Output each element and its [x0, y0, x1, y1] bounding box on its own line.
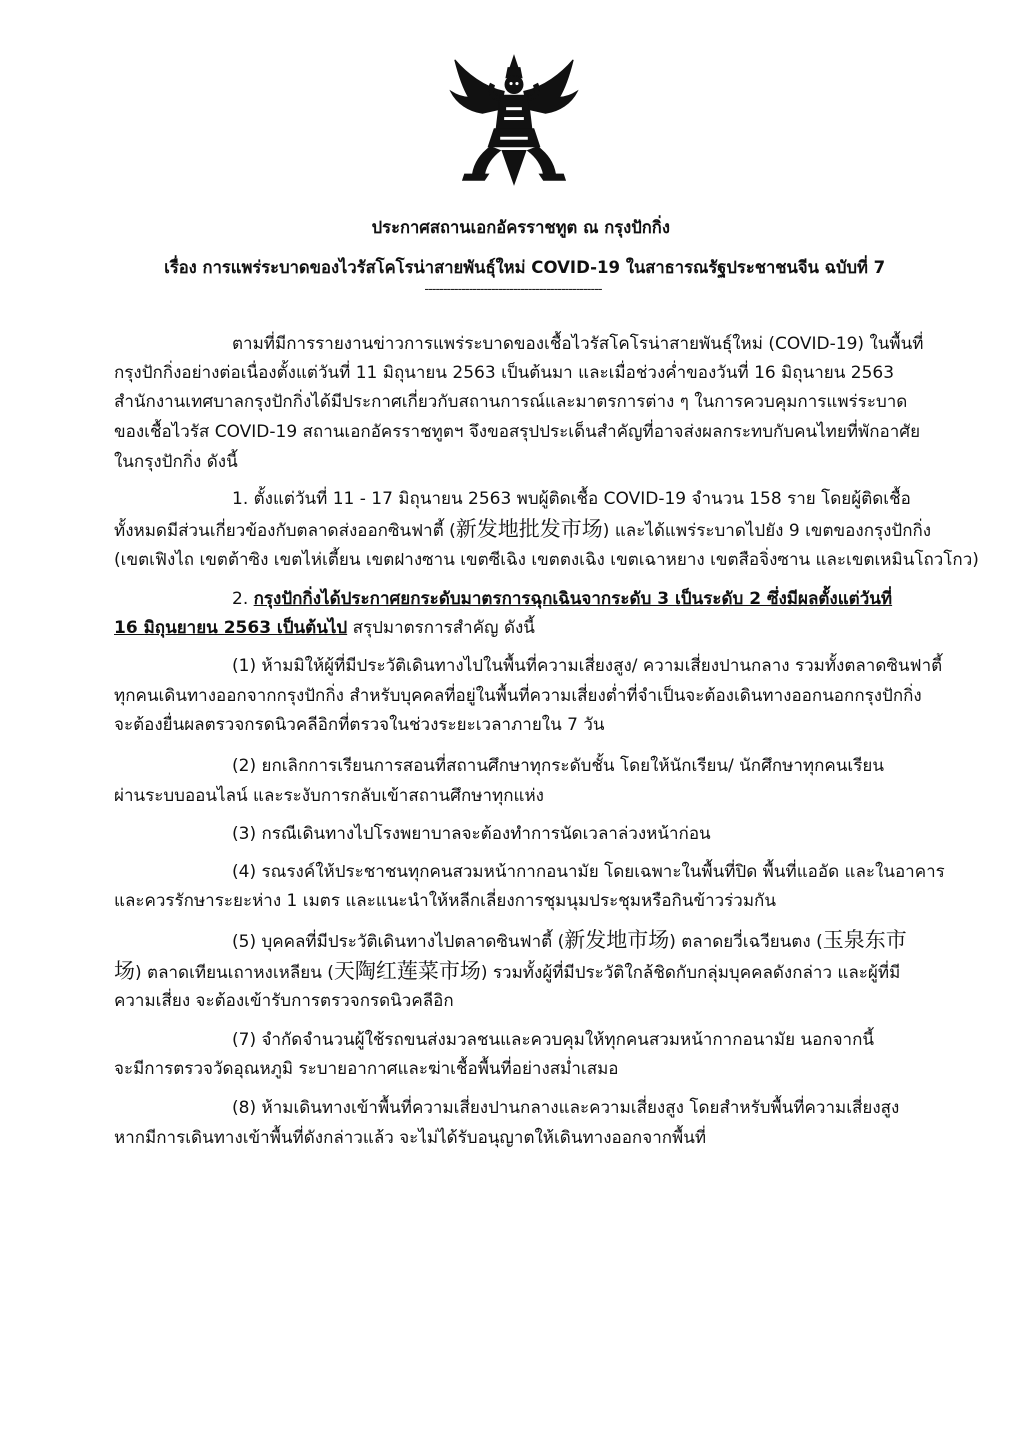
- point1-line2-post: ) และได้แพร่ระบาดไปยัง 9 เขตของกรุงปักกิ่ง: [602, 521, 932, 541]
- yuquandong-market-chinese-part2: 场: [114, 959, 135, 983]
- point2-headline: กรุงปักกิ่งได้ประกาศยกระดับมาตรการฉุกเฉินจากระดับ 3 เป็นระดับ 2 ซึ่งมีผลตั้งแต่วันที่: [253, 589, 893, 609]
- point2-date: 16 มิถุนยายน 2563 เป็นต้นไป: [114, 618, 348, 638]
- announcement-subject: เรื่อง การแพร่ระบาดของไวรัสโคโรน่าสายพันธุ์ใหม่ COVID-19 ในสาธารณรัฐประชาชนจีน ฉบับที่ 7: [164, 258, 886, 278]
- point1-line-2: [114, 518, 931, 542]
- item8-line-1: (8) ห้ามเดินทางเข้าพื้นที่ความเสี่ยงปานกลางและความเสี่ยงสูง โดยสำหรับพื้นที่ความเสี่ยงสูง: [232, 1098, 900, 1118]
- announcement-title: ประกาศสถานเอกอัครราชทูต ณ กรุงปักกิ่ง: [371, 218, 670, 238]
- point2-line-1: [232, 588, 892, 610]
- point2-number: 2.: [232, 589, 254, 609]
- item1-line-3: จะต้องยื่นผลตรวจกรดนิวคลีอิกที่ตรวจในช่วงระยะเวลาภายใน 7 วัน: [114, 715, 605, 735]
- item1-line-2: ทุกคนเดินทางออกจากกรุงปักกิ่ง สำหรับบุคคลที่อยู่ในพื้นที่ความเสี่ยงต่ำที่จำเป็นจะต้องเดินทางออกนอกกรุงปักกิ่ง: [114, 686, 922, 706]
- item3-line-1: (3) กรณีเดินทางไปโรงพยาบาลจะต้องทำการนัดเวลาล่วงหน้าก่อน: [232, 824, 711, 844]
- divider: ------------------------------------------------: [424, 282, 602, 297]
- item2-line-2: ผ่านระบบออนไลน์ และระงับการกลับเข้าสถานศึกษาทุกแห่ง: [114, 786, 544, 806]
- item4-line-2: และควรรักษาระยะห่าง 1 เมตร และแนะนำให้หลีกเลี่ยงการชุมนุมประชุมหรือกินข้าวร่วมกัน: [114, 891, 776, 911]
- point2-line-2: [114, 617, 535, 639]
- intro-line-4: ของเชื้อไวรัส COVID-19 สถานเอกอัครราชทูตฯ จึงขอสรุปประเด็นสำคัญที่อาจส่งผลกระทบกับคนไทยที่พักอาศัย: [114, 422, 921, 442]
- intro-line-5: ในกรุงปักกิ่ง ดังนี้: [114, 452, 238, 472]
- item5-text-a: (5) บุคคลที่มีประวัติเดินทางไปตลาดซินฟาตี้ (: [232, 932, 565, 952]
- point2-summary: สรุปมาตรการสำคัญ ดังนี้: [347, 618, 535, 638]
- xinfadi-market-chinese: 新发地市场: [564, 928, 670, 952]
- intro-line-1: ตามที่มีการรายงานข่าวการแพร่ระบาดของเชื้อไวรัสโคโรน่าสายพันธุ์ใหม่ (COVID-19) ในพื้นที่: [232, 334, 924, 354]
- intro-line-2: กรุงปักกิ่งอย่างต่อเนื่องตั้งแต่วันที่ 11 มิถุนายน 2563 เป็นต้นมา และเมื่อช่วงค่ำของวันที่ 16 มิถุนายน 2563: [114, 363, 895, 383]
- item5-text-d: ) รวมทั้งผู้ที่มีประวัติใกล้ชิดกับกลุ่มบุคคลดังกล่าว และผู้ที่มี: [480, 963, 901, 983]
- item5-text-c: ) ตลาดเทียนเถาหงเหลียน (: [135, 963, 334, 983]
- point1-line2-pre: ทั้งหมดมีส่วนเกี่ยวข้องกับตลาดส่งออกซินฟาตี้ (: [114, 521, 456, 541]
- intro-line-3: สำนักงานเทศบาลกรุงปักกิ่งได้มีประกาศเกี่ยวกับสถานการณ์และมาตรการต่าง ๆ ในการควบคุมการแพร่ระบาด: [114, 392, 908, 412]
- item7-line-1: (7) จำกัดจำนวนผู้ใช้รถขนส่งมวลชนและควบคุมให้ทุกคนสวมหน้ากากอนามัย นอกจากนี้: [232, 1030, 875, 1050]
- item5-line-2: [114, 960, 900, 984]
- yuquandong-market-chinese-part1: 玉泉东市: [822, 928, 907, 952]
- market-name-chinese: 新发地批发市场: [455, 517, 603, 541]
- tiantao-market-chinese: 天陶红莲菜市场: [333, 959, 481, 983]
- item2-line-1: (2) ยกเลิกการเรียนการสอนที่สถานศึกษาทุกระดับชั้น โดยให้นักเรียน/ นักศึกษาทุกคนเรียน: [232, 756, 884, 776]
- point1-line-3: (เขตเฟิงไถ เขตต้าซิง เขตไห่เตี้ยน เขตฝางซาน เขตซีเฉิง เขตตงเฉิง เขตเฉาหยาง เขตสือจิ่งซาน และเขตเหมินโถวโกว): [114, 550, 979, 570]
- item5-line-3: ความเสี่ยง จะต้องเข้ารับการตรวจกรดนิวคลีอิก: [114, 991, 454, 1011]
- item5-line-1: [232, 929, 907, 953]
- item8-line-2: หากมีการเดินทางเข้าพื้นที่ดังกล่าวแล้ว จะไม่ได้รับอนุญาตให้เดินทางออกจากพื้นที่: [114, 1128, 707, 1148]
- item7-line-2: จะมีการตรวจวัดอุณหภูมิ ระบายอากาศและฆ่าเชื้อพื้นที่อย่างสม่ำเสมอ: [114, 1059, 619, 1079]
- garuda-emblem-icon: [445, 52, 583, 190]
- point1-line-1: 1. ตั้งแต่วันที่ 11 - 17 มิถุนายน 2563 พบผู้ติดเชื้อ COVID-19 จำนวน 158 ราย โดยผู้ติดเชื้อ: [232, 489, 911, 509]
- item1-line-1: (1) ห้ามมิให้ผู้ที่มีประวัติเดินทางไปในพื้นที่ความเสี่ยงสูง/ ความเสี่ยงปานกลาง รวมทั้งตลาดซินฟาตี้: [232, 656, 943, 676]
- item4-line-1: (4) รณรงค์ให้ประชาชนทุกคนสวมหน้ากากอนามัย โดยเฉพาะในพื้นที่ปิด พื้นที่แออัด และในอาคาร: [232, 862, 945, 882]
- item5-text-b: ) ตลาดยวี่เฉวียนตง (: [669, 932, 823, 952]
